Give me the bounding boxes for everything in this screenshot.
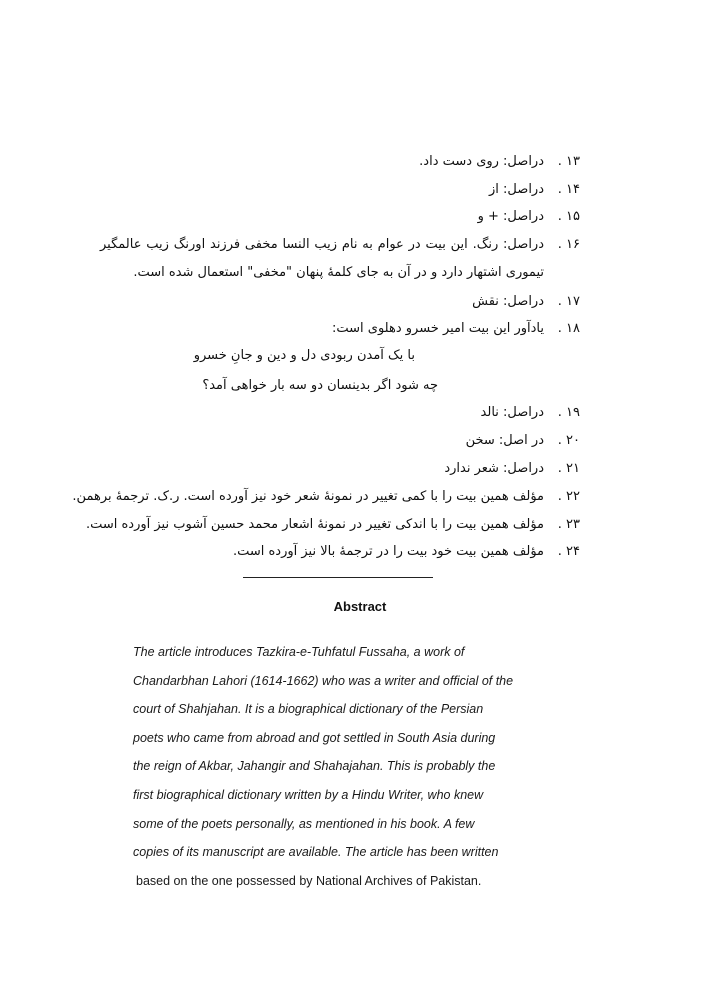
footnote-number: ۱۷ . <box>557 294 580 309</box>
footnote-number: ۱۵ . <box>557 209 580 224</box>
footnote-19 <box>481 404 580 422</box>
footnote-20 <box>466 432 580 450</box>
footnote-number: ۲۳ . <box>557 517 580 532</box>
abstract-line: based on the one possessed by National Archives of Pakistan. <box>136 873 482 888</box>
footnote-number: ۲۲ . <box>557 489 580 504</box>
footnote-text: در اصل: سخن <box>465 433 544 448</box>
footnote-number: ۱۹ . <box>557 405 580 420</box>
footnote-text: مؤلف همین بیت خود بیت را در ترجمهٔ بالا نیز آورده است. <box>232 544 544 559</box>
footnote-number: ۲۰ . <box>557 433 580 448</box>
verse-line-2: چه شود اگر بدینسان دو سه بار خواهی آمد؟ <box>202 378 438 393</box>
abstract-line: court of Shahjahan. It is a biographical dictionary of the Persian <box>133 702 484 717</box>
abstract-line: the reign of Akbar, Jahangir and Shahajahan. This is probably the <box>133 759 496 774</box>
footnote-text: دراصل: از <box>489 182 544 197</box>
footnote-number: ۱۶ . <box>557 237 580 252</box>
section-divider <box>243 577 433 578</box>
footnote-text: دراصل: نقش <box>472 294 544 309</box>
abstract-line: some of the poets personally, as mentioned in his book. A few <box>133 816 475 831</box>
footnote-14 <box>489 181 580 199</box>
verse-line-1: با یک آمدن ربودی دل و دین و جانِ خسرو <box>193 348 415 363</box>
footnote-number: ۱۳ . <box>557 154 580 169</box>
footnote-text: دراصل: نالد <box>480 405 544 420</box>
abstract-line: poets who came from abroad and got settled in South Asia during <box>133 730 496 745</box>
abstract-line: first biographical dictionary written by a Hindu Writer, who knew <box>133 787 484 802</box>
footnote-13 <box>419 153 580 171</box>
footnote-21 <box>444 460 580 478</box>
footnote-18 <box>332 320 580 338</box>
footnote-text: دراصل: رنگ. این بیت در عوام به نام زیب النسا مخفی فرزند اورنگ زیب عالمگیر تیموری اشتهار دارد و در آن به جای کلمهٔ پنهان "مخفی" استعمال شده است. <box>100 237 544 280</box>
abstract-line: Chandarbhan Lahori (1614-1662) who was a writer and official of the <box>133 673 514 688</box>
footnote-number: ۲۱ . <box>557 461 580 476</box>
footnote-16 <box>100 231 580 287</box>
abstract-title: Abstract <box>333 599 387 614</box>
footnote-22 <box>72 488 580 506</box>
footnote-24 <box>233 543 580 561</box>
abstract-line: copies of its manuscript are available. The article has been written <box>133 845 499 860</box>
footnote-number: ۱۴ . <box>557 182 580 197</box>
footnote-text: دراصل: روی دست داد. <box>419 154 544 169</box>
abstract-line: The article introduces Tazkira-e-Tuhfatul Fussaha, a work of <box>133 645 465 659</box>
footnote-17 <box>472 293 580 311</box>
footnote-text: دراصل: + و <box>477 209 544 224</box>
abstract-body <box>133 638 538 895</box>
footnote-text: یادآور این بیت امیر خسرو دهلوی است: <box>331 321 544 336</box>
footnote-number: ۱۸ . <box>557 321 580 336</box>
footnote-text: مؤلف همین بیت را با کمی تغییر در نمونهٔ شعر خود نیز آورده است. ر.ک. ترجمهٔ برهمن. <box>72 489 544 504</box>
footnote-23 <box>86 516 580 534</box>
footnote-number: ۲۴ . <box>557 544 580 559</box>
footnote-text: دراصل: شعر ندارد <box>444 461 544 476</box>
footnote-15 <box>478 208 580 226</box>
footnote-text: مؤلف همین بیت را با اندکی تغییر در نمونهٔ اشعار محمد حسین آشوب نیز آورده است. <box>85 517 544 532</box>
